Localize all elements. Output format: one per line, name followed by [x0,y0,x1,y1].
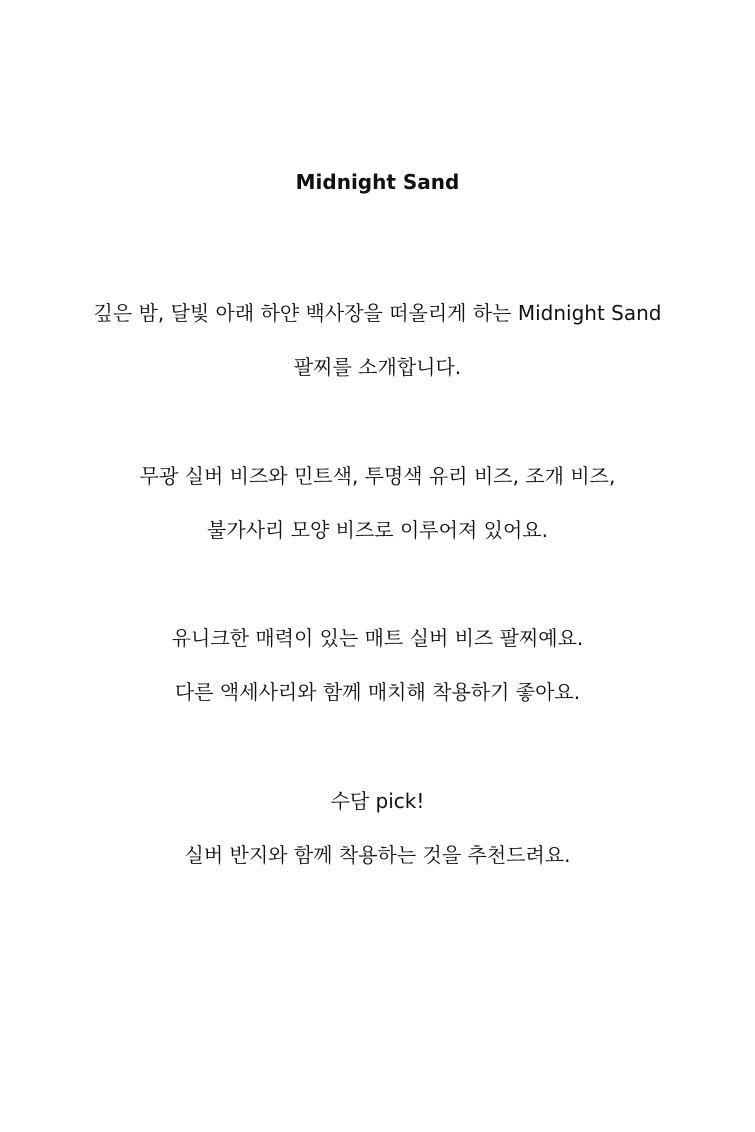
pick-line-2: 실버 반지와 함께 착용하는 것을 추천드려요. [184,843,571,867]
materials-line-2: 불가사리 모양 비즈로 이루어져 있어요. [207,518,548,542]
intro-line-2: 팔찌를 소개합니다. [293,355,462,379]
feature-line-2: 다른 액세사리와 함께 매치해 착용하기 좋아요. [174,680,581,704]
feature-line-1: 유니크한 매력이 있는 매트 실버 비즈 팔찌예요. [171,626,584,650]
pick-line-1: 수담 pick! [330,789,425,813]
intro-line-1: 깊은 밤, 달빛 아래 하얀 백사장을 떠올리게 하는 Midnight Sand [93,301,662,325]
materials-line-1: 무광 실버 비즈와 민트색, 투명색 유리 비즈, 조개 비즈, [139,464,616,488]
product-title: Midnight Sand [295,170,460,194]
